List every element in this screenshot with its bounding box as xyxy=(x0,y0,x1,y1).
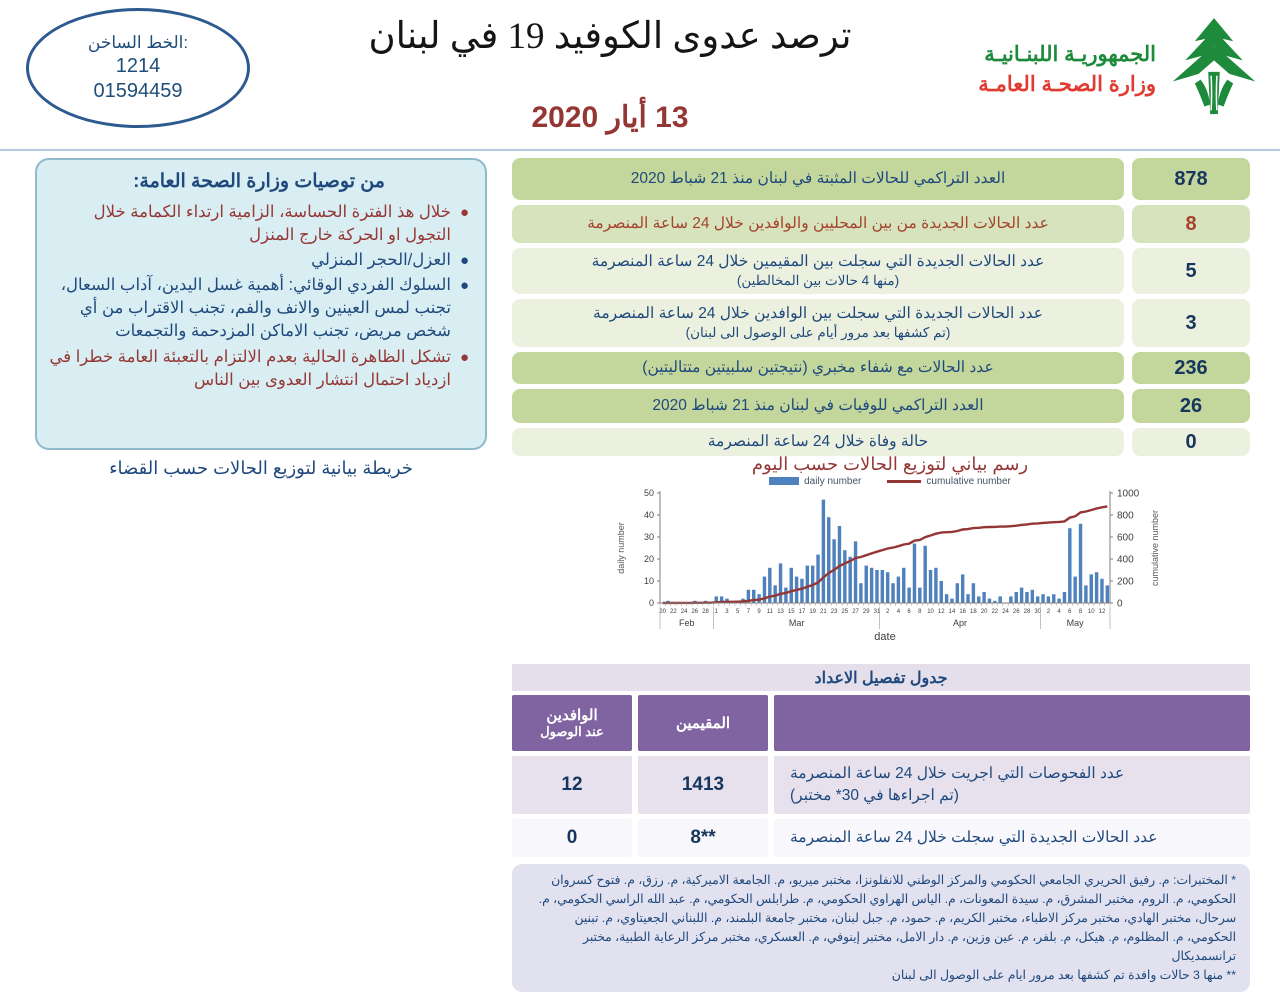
line-swatch-icon xyxy=(887,480,921,483)
svg-text:40: 40 xyxy=(643,509,654,520)
svg-text:24: 24 xyxy=(680,608,688,615)
svg-text:3: 3 xyxy=(725,608,729,615)
ministry-name-line1: الجمهوريـة اللبنـانيـة xyxy=(984,42,1156,66)
stat-row-cumulative-cases xyxy=(512,158,1250,200)
bullet-icon: ● xyxy=(459,252,469,270)
cases-footnote: ** منها 3 حالات وافدة تم كشفها بعد مرور ايام على الوصول الى لبنان xyxy=(891,968,1236,983)
stat-label xyxy=(512,248,1124,294)
svg-text:13: 13 xyxy=(777,608,784,615)
svg-text:date: date xyxy=(874,630,896,643)
stat-value: 236 xyxy=(1132,352,1250,384)
svg-text:17: 17 xyxy=(798,608,806,615)
stat-label: العدد التراكمي للوفيات في لبنان منذ 21 شباط 2020 xyxy=(512,389,1124,423)
stat-label-main: عدد الحالات الجديدة التي سجلت بين الوافدين خلال 24 ساعة المنصرمة xyxy=(593,305,1043,323)
hotline-number-short: 1214 xyxy=(115,54,161,77)
svg-text:50: 50 xyxy=(643,487,654,498)
stat-row-recovered xyxy=(512,352,1250,384)
stat-label: العدد التراكمي للحالات المثبتة في لبنان منذ 21 شباط 2020 xyxy=(512,158,1124,200)
legend-cumulative xyxy=(887,476,1010,487)
svg-text:daily number: daily number xyxy=(616,522,626,574)
svg-text:26: 26 xyxy=(1012,608,1020,615)
svg-text:25: 25 xyxy=(841,608,849,615)
col-header-arrivals: الوافدين عند الوصول xyxy=(512,695,632,751)
hotline-number-long: 01594459 xyxy=(93,79,183,102)
bar-swatch-icon xyxy=(769,477,799,485)
stat-label-main: عدد الحالات الجديدة التي سجلت بين المقيمين خلال 24 ساعة المنصرمة xyxy=(591,253,1045,271)
svg-text:2: 2 xyxy=(886,608,890,615)
stat-label: عدد الحالات الجديدة من بين المحليين والوافدين خلال 24 ساعة المنصرمة xyxy=(512,205,1124,243)
tests-residents-value: 1413 xyxy=(638,756,768,814)
stat-row-new-cases-total xyxy=(512,205,1250,243)
stat-row-new-deaths xyxy=(512,428,1250,456)
stat-label-sub: (منها 4 حالات بين المخالطين) xyxy=(736,273,900,289)
bullet-icon: ● xyxy=(459,277,469,295)
stat-value: 878 xyxy=(1132,158,1250,200)
stat-value: 5 xyxy=(1132,248,1250,294)
legend-cumulative-label: cumulative number xyxy=(926,475,1011,487)
report-date: 13 أيار 2020 xyxy=(531,101,689,134)
svg-text:0: 0 xyxy=(1117,598,1123,610)
svg-text:14: 14 xyxy=(948,608,956,615)
col-header-spacer xyxy=(774,695,1250,751)
newcases-residents-value: 8** xyxy=(638,819,768,857)
bullet-icon: ● xyxy=(459,204,469,221)
svg-text:15: 15 xyxy=(787,608,795,615)
details-row-new-cases xyxy=(512,819,1250,857)
svg-text:1: 1 xyxy=(714,608,718,615)
svg-text:Mar: Mar xyxy=(788,617,805,628)
svg-text:9: 9 xyxy=(757,608,761,615)
recommendation-text: العزل/الحجر المنزلي xyxy=(311,251,451,270)
legend-daily xyxy=(769,476,861,487)
svg-text:30: 30 xyxy=(1034,608,1042,615)
details-header-row xyxy=(512,695,1250,751)
svg-text:400: 400 xyxy=(1117,554,1134,566)
svg-text:4: 4 xyxy=(1057,608,1061,615)
svg-text:22: 22 xyxy=(991,608,999,615)
svg-text:May: May xyxy=(1066,617,1084,628)
svg-text:200: 200 xyxy=(1117,576,1134,588)
svg-text:18: 18 xyxy=(970,608,977,615)
svg-text:0: 0 xyxy=(648,597,654,608)
svg-text:Feb: Feb xyxy=(679,617,695,628)
hotline-label: الخط الساخن: xyxy=(87,33,189,53)
ministry-logo xyxy=(978,16,1262,124)
report-title: ترصد عدوى الكوفيد 19 في لبنان xyxy=(368,16,852,57)
svg-text:27: 27 xyxy=(852,608,859,615)
col-header-residents: المقيمين xyxy=(638,695,768,751)
svg-text:4: 4 xyxy=(896,608,901,615)
stat-value: 8 xyxy=(1132,205,1250,243)
daily-chart-section xyxy=(600,455,1180,649)
svg-text:600: 600 xyxy=(1117,532,1134,544)
footnotes-box xyxy=(512,864,1250,992)
stat-label xyxy=(512,299,1124,347)
svg-text:10: 10 xyxy=(643,575,654,586)
tests-row-sublabel: (تم اجراءها في 30* مختبر) xyxy=(790,787,959,804)
svg-text:24: 24 xyxy=(1002,608,1009,615)
svg-text:20: 20 xyxy=(659,608,667,615)
svg-text:22: 22 xyxy=(670,608,677,615)
labs-footnote: * المختبرات: م. رفيق الحريري الجامعي الحكومي والمركز الوطني للانفلونزا، مختبر ميريو، م. الجامعة الاميركية، م. رزق، م. فتوح كسروان الحكومي، م. الروم، مختبر المشرق، م. سيدة المعونات، م. الياس الهراوي الحكومي، م. طرابلس الحكومي، م. عبد الله الراسي الحكومي، م. سرحال، مختبر الهادي، مختبر مركز الاطباء، مختبر الكريم، م. حمود، م. جبل لبنان، مختبر جامعة البلمند، م. اللبناني الجعيتاوي، م. تبنين الحكومي، م. المظلوم، م. هيكل، م. بلفر، م. عين وزين، م. دار الامل، مختبر إينوفي، م. العسكري، مختبر مركز الرعاية الطبية، مختبر ترانسمديكال xyxy=(538,873,1236,964)
details-row-tests xyxy=(512,756,1250,814)
svg-text:cumulative number: cumulative number xyxy=(1150,509,1160,586)
stat-label: حالة وفاة خلال 24 ساعة المنصرمة xyxy=(512,428,1124,456)
recommendations-panel xyxy=(35,158,487,450)
cedar-tree-icon xyxy=(1166,16,1262,124)
svg-text:8: 8 xyxy=(918,608,922,615)
chart-title: رسم بياني لتوزيع الحالات حسب اليوم xyxy=(751,454,1029,474)
svg-text:8: 8 xyxy=(1078,608,1083,615)
svg-text:5: 5 xyxy=(736,608,740,615)
svg-text:21: 21 xyxy=(820,608,827,615)
chart-legend xyxy=(600,476,1180,487)
legend-daily-label: daily number xyxy=(804,475,862,487)
svg-text:29: 29 xyxy=(862,608,870,615)
svg-text:1000: 1000 xyxy=(1117,488,1140,500)
recommendation-item xyxy=(49,249,469,272)
svg-text:28: 28 xyxy=(702,608,709,615)
svg-text:11: 11 xyxy=(766,608,773,615)
tests-row-label: عدد الفحوصات التي اجريت خلال 24 ساعة المنصرمة (تم اجراءها في 30* مختبر) xyxy=(774,756,1250,814)
svg-text:16: 16 xyxy=(959,608,967,615)
stats-table xyxy=(512,158,1250,456)
svg-text:6: 6 xyxy=(1068,608,1072,615)
recommendation-text: خلال هذ الفترة الحساسة، الزامية ارتداء الكمامة خلال التجول او الحركة خارج المنزل xyxy=(93,203,451,245)
stat-value: 3 xyxy=(1132,299,1250,347)
recommendation-text: السلوك الفردي الوقائي: أهمية غسل اليدين، آداب السعال، تجنب لمس العينين والانف والفم، تجنب الاقتراب من أي شخص مريض، تجنب الاماكن المزدحمة والتجمعات xyxy=(60,276,451,341)
header-divider xyxy=(0,149,1280,151)
svg-text:23: 23 xyxy=(830,608,838,615)
svg-text:30: 30 xyxy=(643,531,654,542)
newcases-row-label: عدد الحالات الجديدة التي سجلت خلال 24 ساعة المنصرمة xyxy=(774,819,1250,857)
svg-text:26: 26 xyxy=(691,608,699,615)
svg-text:800: 800 xyxy=(1117,510,1134,522)
svg-text:28: 28 xyxy=(1023,608,1031,615)
svg-text:7: 7 xyxy=(746,608,751,615)
svg-text:2: 2 xyxy=(1046,608,1051,615)
daily-cases-chart xyxy=(610,487,1170,649)
details-table-caption: جدول تفصيل الاعداد xyxy=(512,664,1250,691)
svg-text:12: 12 xyxy=(937,608,945,615)
svg-text:19: 19 xyxy=(809,608,817,615)
stat-row-new-cases-arrivals xyxy=(512,299,1250,347)
recommendation-item xyxy=(49,274,469,343)
svg-text:12: 12 xyxy=(1098,608,1106,615)
ministry-name-line2: وزارة الصحـة العامـة xyxy=(978,73,1156,96)
recommendations-title: من توصيات وزارة الصحة العامة: xyxy=(133,171,385,192)
stat-label: عدد الحالات مع شفاء مخبري (نتيجتين سلبيتين متتاليتين) xyxy=(512,352,1124,384)
recommendation-item xyxy=(49,201,469,247)
details-table xyxy=(512,695,1250,857)
stat-row-new-cases-residents xyxy=(512,248,1250,294)
hotline-badge xyxy=(26,8,250,128)
svg-text:20: 20 xyxy=(980,608,988,615)
stat-row-cumulative-deaths xyxy=(512,389,1250,423)
stat-value: 0 xyxy=(1132,428,1250,456)
recommendation-item xyxy=(49,346,469,392)
svg-text:Apr: Apr xyxy=(952,617,968,628)
svg-text:20: 20 xyxy=(643,553,654,564)
svg-text:10: 10 xyxy=(927,608,934,615)
ministry-name xyxy=(978,40,1156,101)
newcases-arrivals-value: 0 xyxy=(512,819,632,857)
recommendation-text: تشكل الظاهرة الحالية بعدم الالتزام بالتعبئة العامة خطرا في ازدياد احتمال انتشار العدوى بين الناس xyxy=(49,347,451,389)
svg-text:6: 6 xyxy=(907,608,911,615)
bullet-icon: ● xyxy=(459,348,469,366)
stat-value: 26 xyxy=(1132,389,1250,423)
map-caption: خريطة بيانية لتوزيع الحالات حسب القضاء xyxy=(109,458,413,478)
stat-label-sub: (تم كشفها بعد مرور أيام على الوصول الى لبنان) xyxy=(685,325,951,341)
svg-text:10: 10 xyxy=(1087,608,1095,615)
svg-text:31: 31 xyxy=(873,608,881,615)
tests-arrivals-value: 12 xyxy=(512,756,632,814)
